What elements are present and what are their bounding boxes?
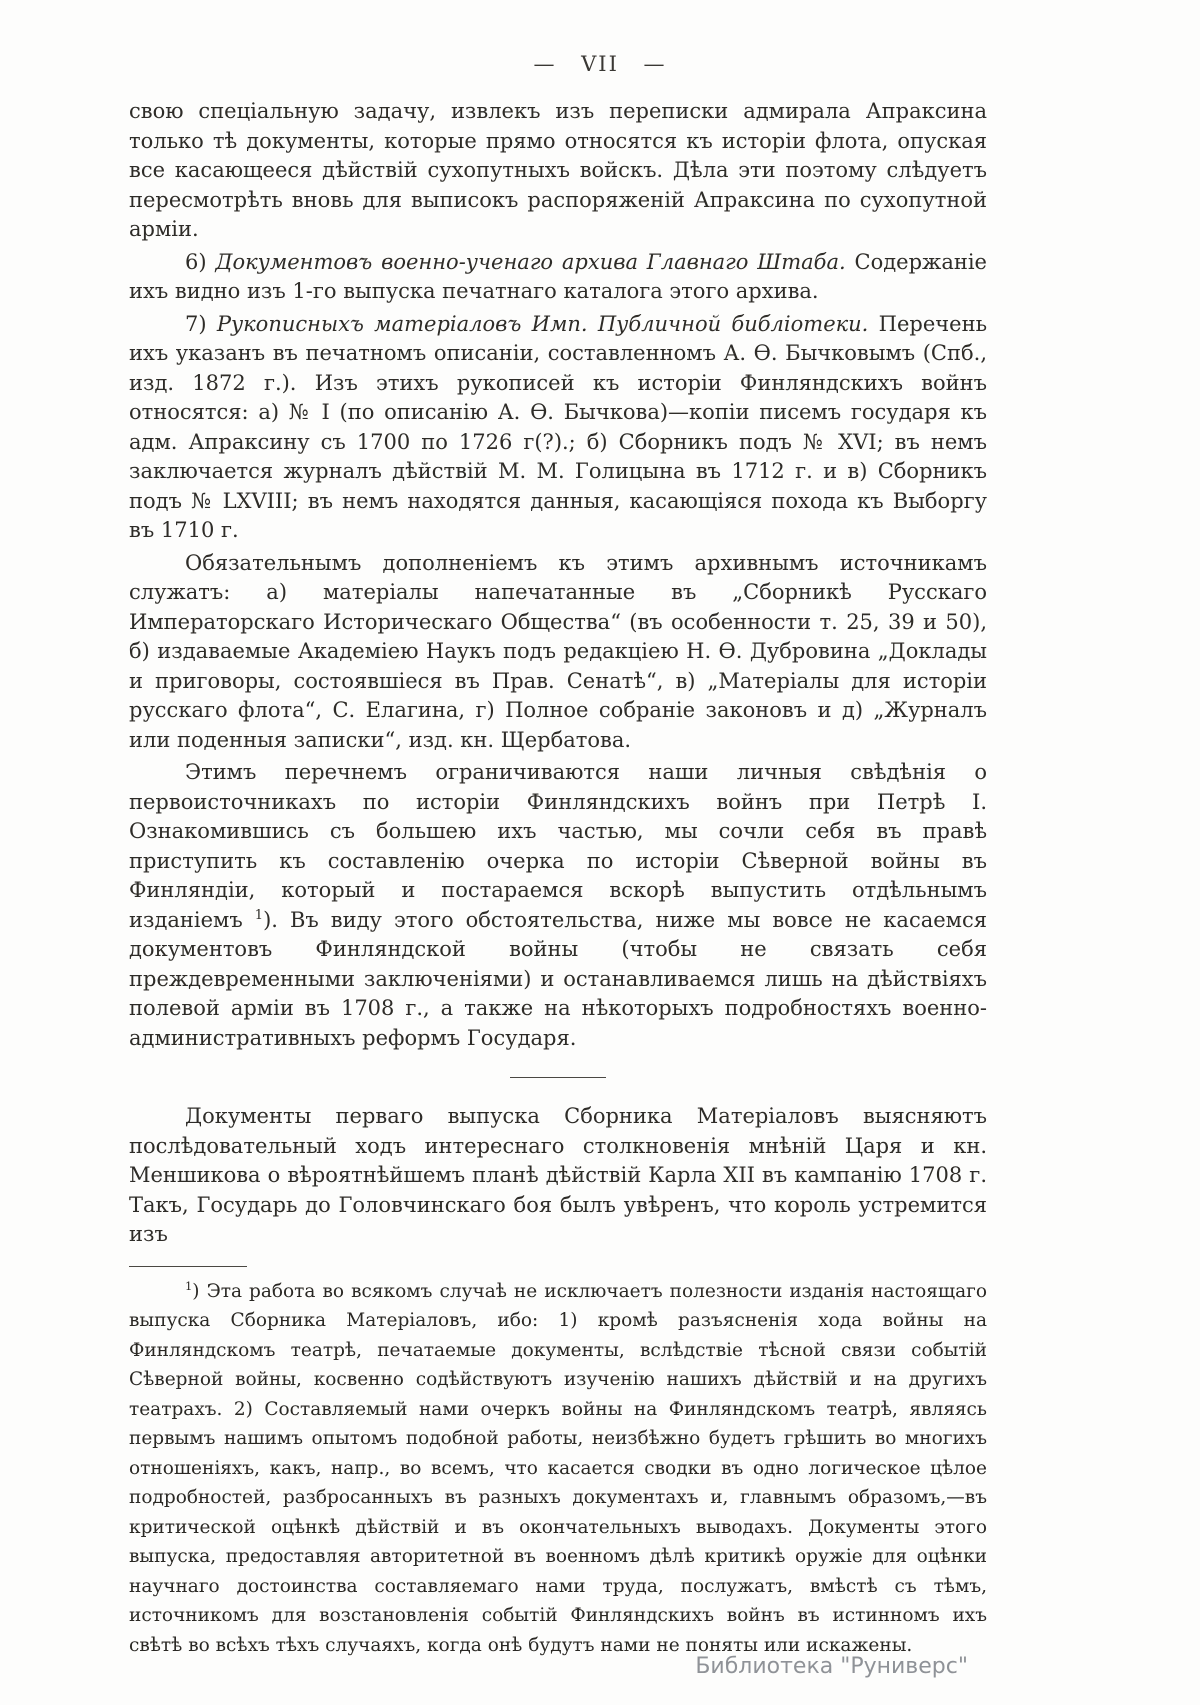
footnote-text [129,1277,987,1661]
paragraph-continuation: свою спеціальную задачу, извлекъ изъ переписки адмирала Апраксина только тѣ документы, которые прямо относятся къ исторіи флота, опуская все касающееся дѣйствій сухопутныхъ войскъ. Дѣла эти поэтому слѣдуетъ пересмотрѣть вновь для выписокъ распоряженій Апраксина по сухопутной арміи. [129,99,987,241]
item-6-body: Содержаніе ихъ видно изъ 1-го выпуска печатнаго каталога этого архива. [129,249,987,303]
paragraph-sources: Обязательнымъ дополненіемъ къ этимъ архивнымъ источникамъ служатъ: а) матеріалы напечатанные въ „Сборникѣ Русскаго Императорскаго Историческаго Общества“ (въ особенности т. 25, 39 и 50), б) издаваемые Академіею Наукъ подъ редакціею Н. Ѳ. Дубровина „Доклады и приговоры, состоявшіеся въ Прав. Сенатѣ“, в) „Матеріалы для исторіи русскаго флота“, С. Елагина, г) Полное собраніе законовъ и д) „Журналъ или поденныя записки“, изд. кн. Щербатова. [129,550,987,752]
item-6-number: 6) [185,249,216,274]
item-6-title: Документовъ военно-ученаго архива Главнаго Штаба. [215,249,846,274]
library-watermark: Библиотека "Руниверс" [695,1654,968,1679]
list-item-7 [129,310,987,546]
item-7-title: Рукописныхъ матеріаловъ Имп. Публичной библіотеки. [216,311,869,336]
section-divider [510,1077,606,1078]
footnote-block [129,1266,987,1661]
footnote-rule [129,1266,247,1267]
paragraph-documents: Документы перваго выпуска Сборника Матеріаловъ выясняютъ послѣдовательный ходъ интереснаго столкновенія мнѣній Царя и кн. Меншикова о вѣроятнѣйшемъ планѣ дѣйствій Карла XII въ кампанію 1708 г. Такъ, Государь до Головчинскаго боя былъ увѣренъ, что король устремится изъ [129,1104,987,1246]
paragraph-plan-text-before: Этимъ перечнемъ ограничиваются наши личныя свѣдѣнія о первоисточникахъ по исторіи Финляндскихъ войнъ при Петрѣ I. Ознакомившись съ большею ихъ частью, мы сочли себя въ правѣ приступить къ составленію очерка по исторіи Сѣверной войны въ Финляндіи, который и постараемся вскорѣ выпустить отдѣльнымъ изданіемъ [129,760,987,932]
list-item-6 [129,248,987,307]
footnote-body: ) Эта работа во всякомъ случаѣ не исключаетъ полезности изданія настоящаго выпуска Сборника Матеріаловъ, ибо: 1) кромѣ разъясненія хода войны на Финляндскомъ театрѣ, печатаемые документы, вслѣдствіе тѣсной связи событій Сѣверной войны, косвенно содѣйствуютъ изученію нашихъ дѣйствій и на другихъ театрахъ. 2) Составляемый нами очеркъ войны на Финляндскомъ театрѣ, являясь первымъ нашимъ опытомъ подобной работы, неизбѣжно будетъ грѣшить во многихъ отношеніяхъ, какъ, напр., во всемъ, что касается сводки въ одно логическое цѣлое подробностей, разбросанныхъ въ разныхъ документахъ и, главнымъ образомъ,—въ критической оцѣнкѣ дѣйствій и въ окончательныхъ выводахъ. Документы этого выпуска, предоставляя авторитетной въ военномъ дѣлѣ критикѣ оружіе для оцѣнки научнаго достоинства составляемаго нами труда, послужатъ, вмѣстѣ съ тѣмъ, источникомъ для возстановленія событій Финляндскихъ войнъ въ истинномъ ихъ свѣтѣ во всѣхъ тѣхъ случаяхъ, когда онѣ будутъ нами не поняты или искажены. [129,1280,987,1656]
page-number-header [0,52,1200,76]
footnote-marker: 1 [185,1278,193,1293]
paragraph-plan-text-after: ). Въ виду этого обстоятельства, ниже мы вовсе не касаемся документовъ Финляндской войны (чтобы не связать себя преждевременными заключеніями) и останавливаемся лишь на дѣйствіяхъ полевой арміи въ 1708 г., а также на нѣкоторыхъ подробностяхъ военно-административныхъ реформъ Государя. [129,907,987,1050]
item-7-body: Перечень ихъ указанъ въ печатномъ описаніи, составленномъ А. Ѳ. Бычковымъ (Спб., изд. 1872 г.). Изъ этихъ рукописей къ исторіи Финляндскихъ войнъ относятся: а) № I (по описанію А. Ѳ. Бычкова)—копіи писемъ государя къ адм. Апраксину съ 1700 по 1726 г(?).; б) Сборникъ подъ № XVI; въ немъ заключается журналъ дѣйствій М. М. Голицына въ 1712 г. и в) Сборникъ подъ № LXVIII; въ немъ находятся данныя, касающіяся похода къ Выборгу въ 1710 г. [129,311,988,542]
item-7-number: 7) [185,311,217,336]
paragraph-plan [129,758,987,1053]
footnote-reference: 1 [254,907,264,923]
page-number: — VII — [533,52,667,76]
page-text-block [129,97,987,1663]
